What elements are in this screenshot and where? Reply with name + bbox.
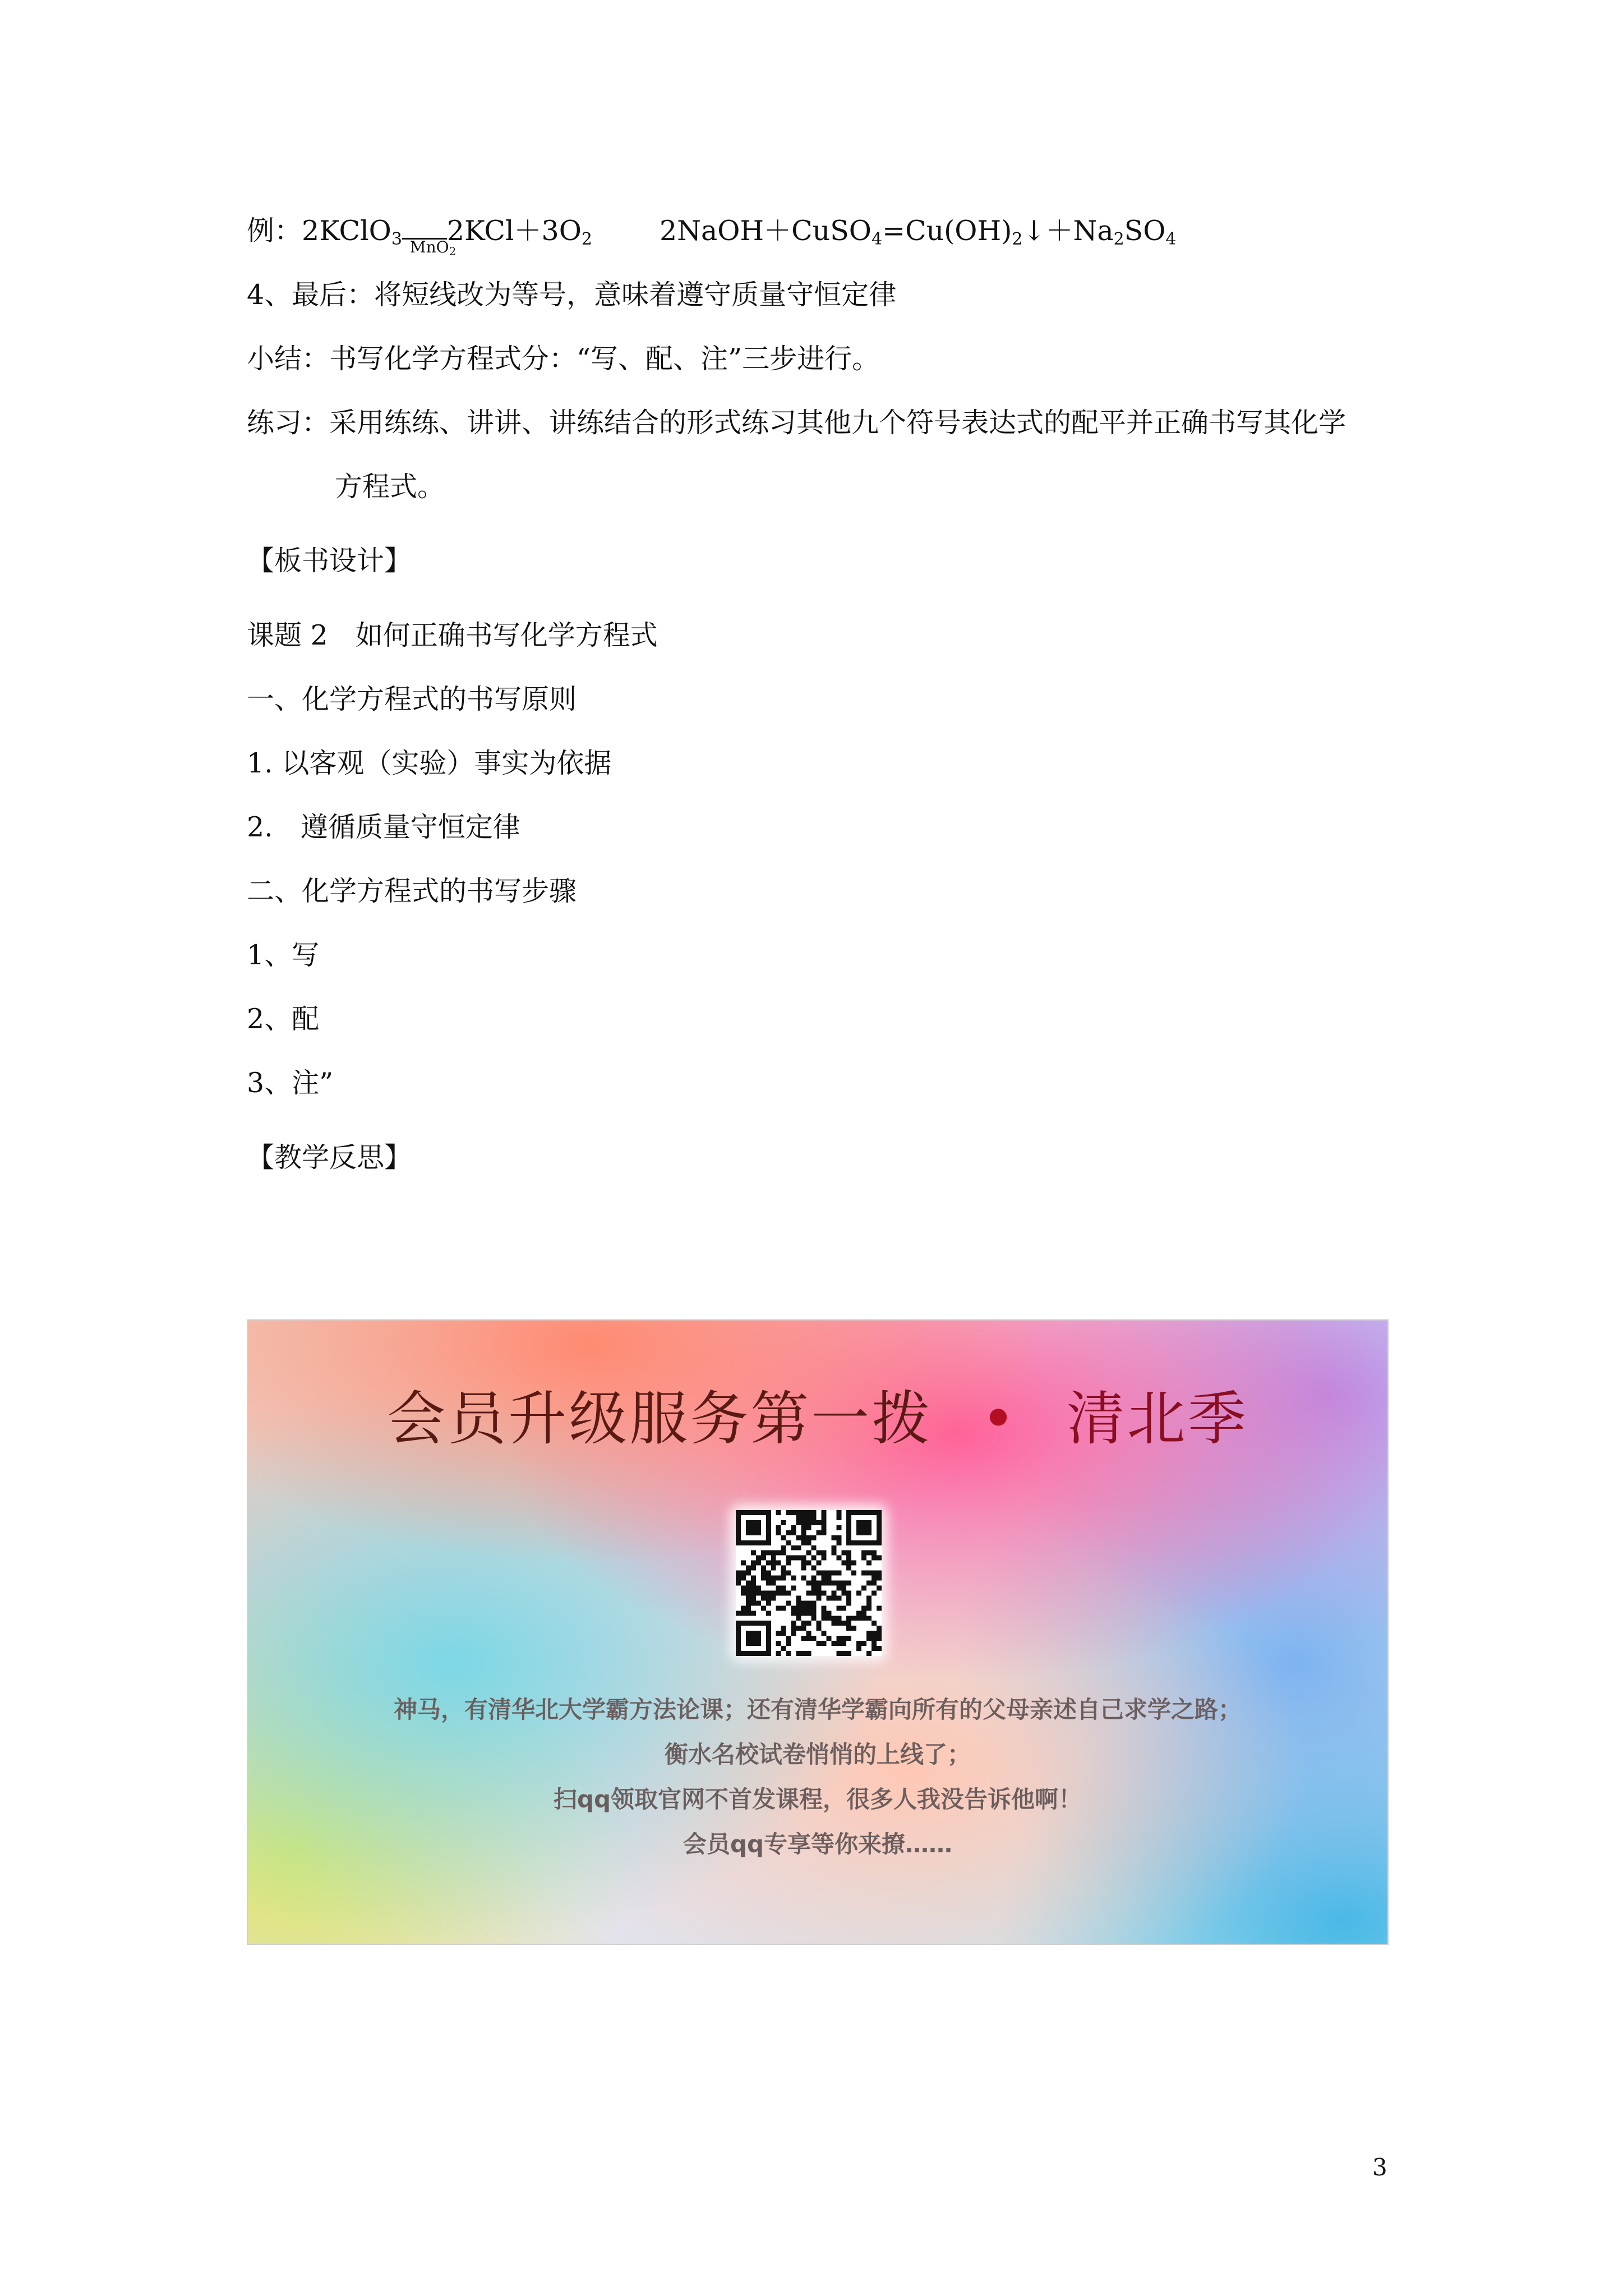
step-write: 1、写 [247,939,320,971]
topic-title: 课题 2 如何正确书写化学方程式 [247,619,658,651]
equation-2: $2NaOH+CuSO_4=Cu(OH)_2↓+Na_2SO_4$ [660,215,1177,249]
promo-banner[interactable] [247,1319,1389,1945]
example-label: 例： [247,215,302,247]
promo-text-1: 神马，有清华北大学霸方法论课；还有清华学霸向所有的父母亲述自己求学之路； [393,1696,1242,1723]
summary-text: 小结：书写化学方程式分：“写、配、注”三步进行。 [247,343,880,375]
step-4-text: 4、最后：将短线改为等号，意味着遵守质量守恒定律 [247,279,897,311]
promo-title: 会员升级服务第一拨 • 清北季 [387,1384,1248,1453]
step-balance: 2、配 [247,1003,320,1035]
teaching-reflection-heading: 【教学反思】 [247,1142,412,1174]
section-2-heading: 二、化学方程式的书写步骤 [247,875,577,907]
example-equations: 例：2KClO$_3$ MnO$_2$ $2KCl+3O_2$ $2NaOH+CuSO_4=Cu(OH)_2↓+Na_2SO_4$ [247,215,1177,258]
section-1-heading: 一、化学方程式的书写原则 [247,683,577,715]
page-number: 3 [1372,2154,1387,2181]
board-design-heading: 【板书设计】 [247,545,412,577]
qr-code-icon[interactable] [736,1510,882,1656]
catalyst-condition: MnO$_2$ [402,218,447,240]
promo-text-4: 会员qq专享等你来撩…… [683,1830,953,1858]
equation-1-reactant: 2KClO [302,215,391,247]
promo-text-3: 扫qq领取官网不首发课程，很多人我没告诉他啊！ [553,1786,1082,1813]
principle-2: 2. 遵循质量守恒定律 [247,811,520,843]
step-note: 3、注” [247,1067,334,1099]
practice-text: 练习：采用练练、讲讲、讲练结合的形式练习其他九个符号表达式的配平并正确书写其化学 [247,407,1347,439]
equation-1-products: 2KCl＋3O [446,215,582,247]
principle-1: 1. 以客观（实验）事实为依据 [247,747,612,779]
practice-text-continued: 方程式。 [335,471,445,503]
promo-text-2: 衡水名校试卷悄悄的上线了； [664,1741,971,1768]
